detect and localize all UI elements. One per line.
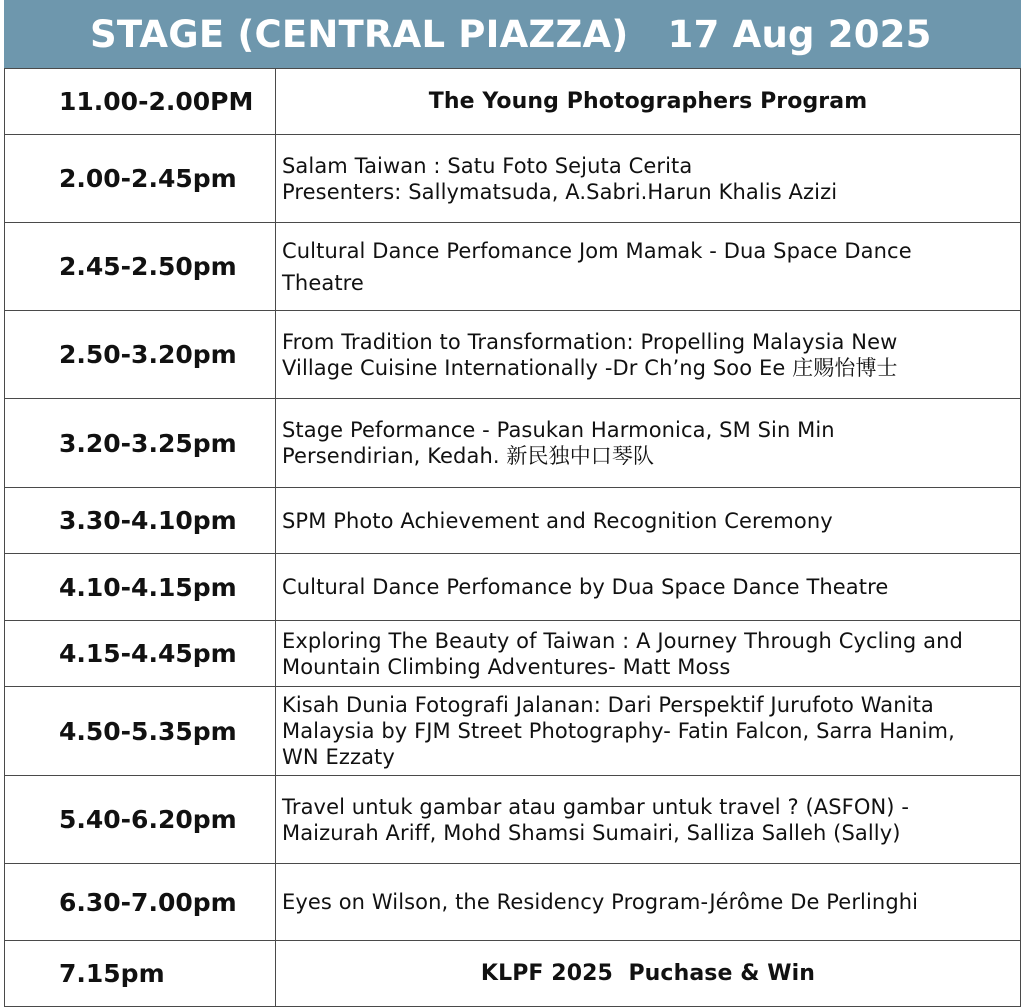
event-cell	[276, 554, 1021, 621]
time-cell: 7.15pm	[5, 941, 276, 1007]
event-line: Cultural Dance Perfomance by Dua Space Dance Theatre	[282, 575, 889, 599]
event-line: KLPF 2025 Puchase & Win	[480, 960, 816, 986]
event-cell	[276, 941, 1021, 1007]
event-cell	[276, 311, 1021, 399]
event-cell	[276, 69, 1021, 135]
table-row	[5, 135, 1021, 223]
event-cell	[276, 687, 1021, 776]
event-line: Travel untuk gambar atau gambar untuk travel ? (ASFON) -	[282, 794, 910, 819]
table-row	[5, 554, 1021, 621]
event-line: Mountain Climbing Adventures- Matt Moss	[282, 654, 731, 679]
event-line: Exploring The Beauty of Taiwan : A Journey Through Cycling and	[282, 628, 963, 653]
table-row	[5, 941, 1021, 1007]
event-cell	[276, 864, 1021, 941]
time-cell: 5.40-6.20pm	[5, 776, 276, 864]
time-cell: 4.15-4.45pm	[5, 621, 276, 687]
event-cell	[276, 621, 1021, 687]
event-cell	[276, 488, 1021, 554]
event-line: Cultural Dance Perfomance Jom Mamak - Dua Space Dance	[282, 238, 912, 263]
table-row	[5, 621, 1021, 687]
table-row	[5, 69, 1021, 135]
event-line: Stage Peformance - Pasukan Harmonica, SM Sin Min	[282, 418, 835, 442]
event-line: Eyes on Wilson, the Residency Program-Jérôme De Perlinghi	[282, 890, 919, 914]
event-line: Kisah Dunia Fotografi Jalanan: Dari Perspektif Jurufoto Wanita	[282, 693, 934, 717]
time-cell: 2.00-2.45pm	[5, 135, 276, 223]
event-line: Village Cuisine Internationally -Dr Ch’ng Soo Ee 庄赐怡博士	[282, 355, 898, 380]
event-line: The Young Photographers Program	[428, 88, 868, 114]
table-row	[5, 223, 1021, 311]
event-cell	[276, 223, 1021, 311]
event-line: WN Ezzaty	[282, 745, 395, 769]
event-line: Presenters: Sallymatsuda, A.Sabri.Harun Khalis Azizi	[282, 179, 838, 204]
table-row	[5, 488, 1021, 554]
header-banner	[4, 0, 1021, 68]
event-line: SPM Photo Achievement and Recognition Ceremony	[282, 508, 833, 533]
event-line: Persendirian, Kedah. 新民独中口琴队	[282, 444, 655, 468]
table-row	[5, 399, 1021, 488]
event-line: From Tradition to Transformation: Propelling Malaysia New	[282, 329, 898, 354]
page-title: STAGE (CENTRAL PIAZZA) 17 Aug 2025	[90, 12, 932, 56]
event-line: Maizurah Ariff, Mohd Shamsi Sumairi, Salliza Salleh (Sally)	[282, 820, 901, 845]
time-cell: 11.00-2.00PM	[5, 69, 276, 135]
time-cell: 6.30-7.00pm	[5, 864, 276, 941]
table-row	[5, 687, 1021, 776]
time-cell: 3.20-3.25pm	[5, 399, 276, 488]
time-cell: 4.50-5.35pm	[5, 687, 276, 776]
time-cell: 3.30-4.10pm	[5, 488, 276, 554]
time-cell: 2.45-2.50pm	[5, 223, 276, 311]
table-row	[5, 864, 1021, 941]
event-cell	[276, 135, 1021, 223]
table-row	[5, 776, 1021, 864]
time-cell: 4.10-4.15pm	[5, 554, 276, 621]
event-line: Salam Taiwan : Satu Foto Sejuta Cerita	[282, 153, 693, 178]
table-row	[5, 311, 1021, 399]
schedule-table	[4, 68, 1021, 1007]
event-line: Malaysia by FJM Street Photography- Fatin Falcon, Sarra Hanim,	[282, 719, 955, 743]
event-cell	[276, 776, 1021, 864]
event-cell	[276, 399, 1021, 488]
event-line: Theatre	[282, 270, 364, 295]
time-cell: 2.50-3.20pm	[5, 311, 276, 399]
